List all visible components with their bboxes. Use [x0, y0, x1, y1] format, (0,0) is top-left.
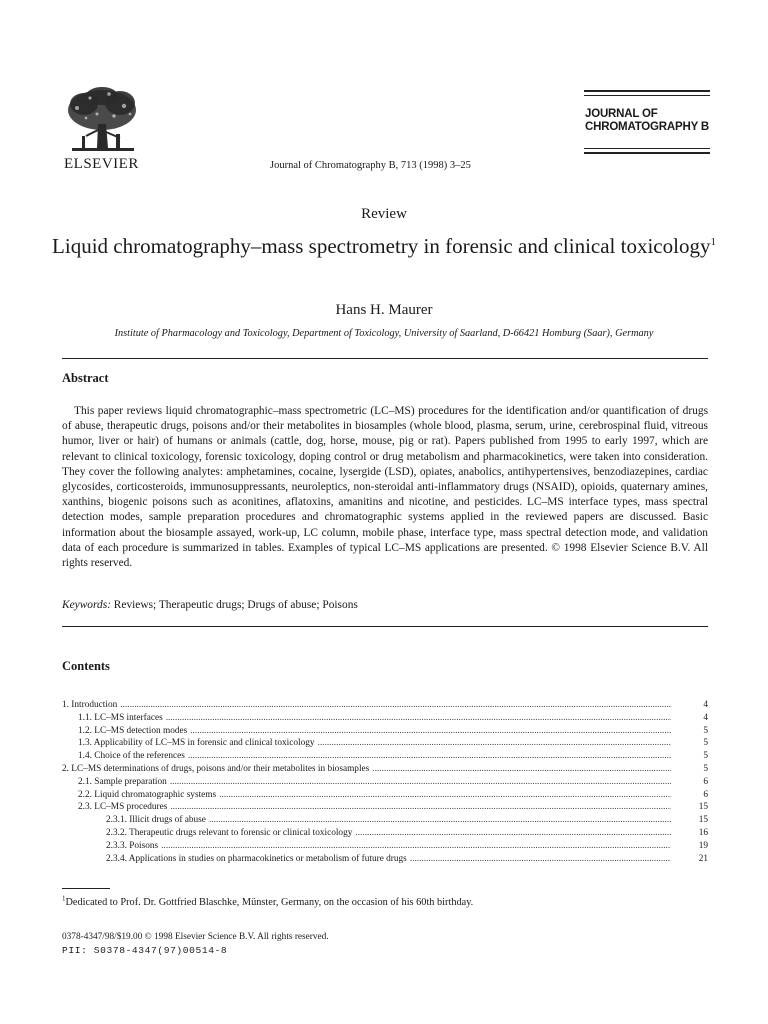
- toc-entry-label: 1.3. Applicability of LC–MS in forensic and clinical toxicology: [78, 738, 315, 749]
- keywords-label: Keywords:: [62, 599, 111, 611]
- toc-entry: [62, 776, 708, 789]
- toc-dot-leader: [166, 712, 671, 725]
- toc-entry-label: 2.3. LC–MS procedures: [78, 802, 168, 813]
- toc-entry-label: 2.3.3. Poisons: [106, 840, 159, 851]
- toc-dot-leader: [410, 853, 671, 866]
- article-title-text: Liquid chromatography–mass spectrometry in forensic and clinical toxicology: [52, 234, 711, 258]
- toc-entry: [62, 853, 708, 866]
- toc-entry-label: 2.3.2. Therapeutic drugs relevant to forensic or clinical toxicology: [106, 827, 353, 838]
- article-type: Review: [361, 206, 407, 222]
- toc-entry: [62, 750, 708, 763]
- keywords-line: [62, 599, 358, 611]
- toc-entry-label: 2.3.4. Applications in studies on pharmacokinetics or metabolism of future drugs: [106, 853, 407, 864]
- toc-entry-page: 4: [703, 712, 708, 723]
- toc-dot-leader: [372, 763, 671, 776]
- pii-line: PII: S0378-4347(97)00514-8: [62, 945, 228, 956]
- toc-entry: [62, 737, 708, 750]
- toc-entry-page: 5: [703, 751, 708, 762]
- toc-entry-page: 16: [698, 827, 708, 838]
- author-affiliation: Institute of Pharmacology and Toxicology, Department of Toxicology, University of Saarland, D-66421 Homburg (Saar), Germany: [114, 328, 654, 339]
- table-of-contents: [62, 699, 708, 865]
- abstract-heading: Abstract: [62, 371, 109, 385]
- toc-entry: [62, 725, 708, 738]
- contents-heading: Contents: [62, 659, 110, 673]
- toc-entry: [62, 789, 708, 802]
- toc-entry-page: 15: [698, 802, 708, 813]
- journal-title-line1: JOURNAL OF: [585, 108, 658, 120]
- footnote-text: Dedicated to Prof. Dr. Gottfried Blaschke, Münster, Germany, on the occasion of his 60th birthday.: [65, 897, 474, 908]
- footnote: [62, 894, 474, 908]
- masthead-rule: [584, 152, 710, 154]
- publisher-name: ELSEVIER: [64, 156, 139, 172]
- toc-dot-leader: [170, 801, 671, 814]
- toc-entry: [62, 814, 708, 827]
- footnote-rule: [62, 888, 110, 889]
- toc-entry-label: 1.1. LC–MS interfaces: [78, 712, 163, 723]
- journal-title-line2: CHROMATOGRAPHY B: [585, 121, 709, 133]
- masthead-rule: [584, 90, 710, 92]
- toc-entry-label: 2. LC–MS determinations of drugs, poisons and/or their metabolites in biosamples: [62, 763, 370, 774]
- toc-entry: [62, 840, 708, 853]
- toc-dot-leader: [188, 750, 671, 763]
- journal-citation: Journal of Chromatography B, 713 (1998) 3–25: [270, 160, 471, 171]
- masthead-rule: [584, 95, 710, 96]
- toc-entry-page: 19: [698, 840, 708, 851]
- toc-entry-page: 6: [703, 789, 708, 800]
- toc-entry-page: 6: [703, 776, 708, 787]
- toc-dot-leader: [219, 789, 671, 802]
- keywords-list: Reviews; Therapeutic drugs; Drugs of abuse; Poisons: [113, 599, 358, 611]
- toc-dot-leader: [318, 737, 671, 750]
- journal-title: [585, 108, 710, 134]
- toc-entry-page: 5: [703, 738, 708, 749]
- toc-dot-leader: [120, 699, 671, 712]
- toc-entry-label: 2.3.1. Illicit drugs of abuse: [106, 815, 206, 826]
- toc-dot-leader: [355, 827, 671, 840]
- abstract-body: This paper reviews liquid chromatographic–mass spectrometric (LC–MS) procedures for the identification and/or quantification of drugs of abuse, therapeutic drugs, poisons and/or their metabolites in biosamples (whole blood, plasma, serum, urine, cerebrospinal fluid, vitreous humor, liver or hair) of humans or animals (cattle, dog, horse, mouse, pig or rat). Papers published from 1995 to early 1997, which are relevant to clinical toxicology, forensic toxicology, doping control or drug metabolism and pharmacokinetics, were taken into consideration. They cover the following analytes: amphetamines, cocaine, lysergide (LSD), opiates, anabolics, antihypertensives, benzodiazepines, cardiac glycosides, corticosteroids, immunosuppressants, neuroleptics, non-steroidal anti-inflammatory drugs (NSAID), opioids, quaternary amines, xanthins, biogenic poisons such as aconitines, aflatoxins, amanitins and nicotine, and pesticides. LC–MS interface types, mass spectral detection modes, sample preparation procedures and chromatographic systems applied in the reviewed papers are discussed. Basic information about the biosample assayed, work-up, LC column, mobile phase, interface type, mass spectral detection mode, and validation data of each procedure is summarized in tables. Examples of typical LC–MS applications are presented. © 1998 Elsevier Science B.V. All rights reserved.: [62, 405, 708, 570]
- footnote-mark: 1: [62, 894, 66, 903]
- toc-entry: [62, 763, 708, 776]
- toc-dot-leader: [161, 840, 671, 853]
- toc-entry-label: 2.2. Liquid chromatographic systems: [78, 789, 217, 800]
- section-rule: [62, 626, 708, 627]
- toc-entry-page: 5: [703, 763, 708, 774]
- toc-dot-leader: [190, 725, 671, 738]
- title-footnote-mark: 1: [710, 236, 716, 248]
- copyright-line: 0378-4347/98/$19.00 © 1998 Elsevier Science B.V. All rights reserved.: [62, 932, 329, 942]
- toc-entry-page: 21: [698, 853, 708, 864]
- toc-entry-label: 1.2. LC–MS detection modes: [78, 725, 188, 736]
- elsevier-tree-logo: [62, 86, 142, 156]
- toc-entry-label: 1. Introduction: [62, 700, 118, 710]
- copyright-block: [62, 931, 329, 957]
- article-title: [40, 234, 728, 259]
- toc-entry-page: 15: [698, 815, 708, 826]
- section-rule: [62, 358, 708, 359]
- toc-entry: [62, 801, 708, 814]
- toc-entry-page: 5: [703, 725, 708, 736]
- toc-entry: [62, 827, 708, 840]
- toc-entry-label: 2.1. Sample preparation: [78, 776, 167, 787]
- masthead-rule: [584, 148, 710, 149]
- toc-dot-leader: [209, 814, 671, 827]
- toc-entry-page: 4: [703, 700, 708, 710]
- toc-entry: [62, 699, 708, 712]
- toc-entry-label: 1.4. Choice of the references: [78, 751, 185, 762]
- toc-entry: [62, 712, 708, 725]
- author-name: Hans H. Maurer: [335, 302, 433, 318]
- toc-dot-leader: [170, 776, 671, 789]
- journal-masthead: [584, 90, 710, 157]
